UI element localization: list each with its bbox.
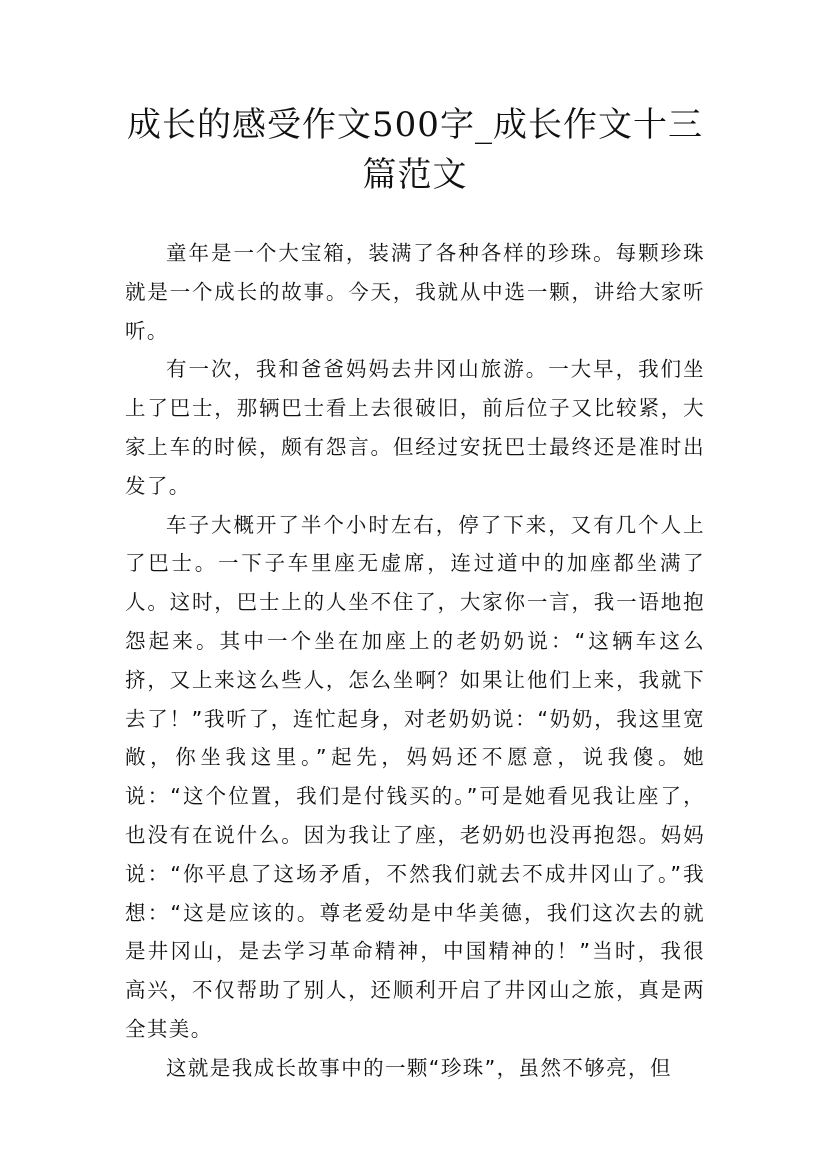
- paragraph-1: 童年是一个大宝箱，装满了各种各样的珍珠。每颗珍珠就是一个成长的故事。今天，我就从中选一颗，讲给大家听听。: [125, 241, 705, 343]
- document-title: 成长的感受作文500字_成长作文十三篇范文: [127, 105, 703, 195]
- document-body: [125, 234, 705, 1088]
- paragraph-3: 车子大概开了半个小时左右，停了下来，又有几个人上了巴士。一下子车里座无虚席，连过道中的加座都坐满了人。这时，巴士上的人坐不住了，大家你一言，我一语地抱怨起来。其中一个坐在加座上的老奶奶说：“这辆车这么挤，又上来这么些人，怎么坐啊？如果让他们上来，我就下去了！”我听了，连忙起身，对老奶奶说：“奶奶，我这里宽敞，你坐我这里。”起先，妈妈还不愿意，说我傻。她说：“这个位置，我们是付钱买的。”可是她看见我让座了，也没有在说什么。因为我让了座，老奶奶也没再抱怨。妈妈说：“你平息了这场矛盾，不然我们就去不成井冈山了。”我想：“这是应该的。尊老爱幼是中华美德，我们这次去的就是井冈山，是去学习革命精神，中国精神的！”当时，我很高兴，不仅帮助了别人，还顺利开启了井冈山之旅，真是两全其美。: [125, 512, 705, 1041]
- paragraph-2: 有一次，我和爸爸妈妈去井冈山旅游。一大早，我们坐上了巴士，那辆巴士看上去很破旧，前后位子又比较紧，大家上车的时候，颇有怨言。但经过安抚巴士最终还是准时出发了。: [125, 357, 705, 498]
- paragraph-4: 这就是我成长故事中的一颗“珍珠”，虽然不够亮，但: [166, 1055, 672, 1080]
